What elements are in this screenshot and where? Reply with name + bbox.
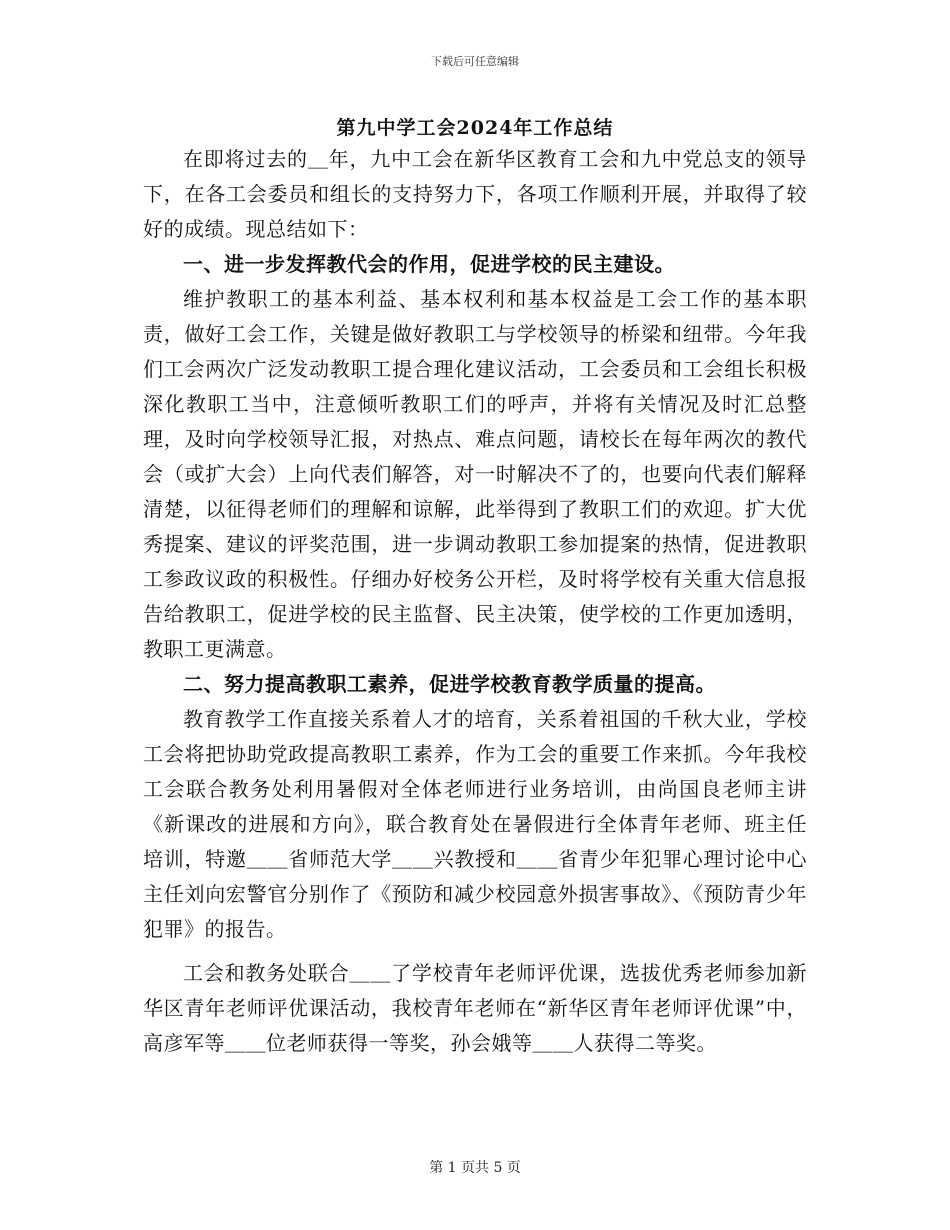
page-number: 第 1 页共 5 页 — [429, 1160, 521, 1176]
document-title: 第九中学工会2024年工作总结 — [336, 117, 614, 139]
section-heading-2: 二、努力提高教职工素养，促进学校教育教学质量的提高。 — [183, 672, 716, 696]
section-heading-1: 一、进一步发挥教代会的作用，促进学校的民主建设。 — [183, 252, 675, 276]
intro-paragraph: 在即将过去的＿年，九中工会在新华区教育工会和九中党总支的领导下，在各工会委员和组长的支持努力下，各项工作顺利开展，并取得了较好的成绩。现总结如下： — [143, 147, 807, 241]
section-1-paragraph: 维护教职工的基本利益、基本权利和基本权益是工会工作的基本职责，做好工会工作，关键是做好教职工与学校领导的桥梁和纽带。今年我们工会两次广泛发动教职工提合理化建议活动，工会委员和工会组长积极深化教职工当中，注意倾听教职工们的呼声，并将有关情况及时汇总整理，及时向学校领导汇报，对热点、难点问题，请校长在每年两次的教代会（或扩大会）上向代表们解答，对一时解决不了的，也要向代表们解释清楚，以征得老师们的理解和谅解，此举得到了教职工们的欢迎。扩大优秀提案、建议的评奖范围，进一步调动教职工参加提案的热情，促进教职工参政议政的积极性。仔细办好校务公开栏，及时将学校有关重大信息报告给教职工，促进学校的民主监督、民主决策，使学校的工作更加透明，教职工更满意。 — [143, 287, 807, 661]
document-body — [143, 142, 807, 1061]
header-note: 下载后可任意编辑 — [431, 55, 519, 68]
section-2-paragraph: 教育教学工作直接关系着人才的培育，关系着祖国的千秋大业，学校工会将把协助党政提高教职工素养，作为工会的重要工作来抓。今年我校工会联合教务处利用暑假对全体老师进行业务培训，由尚国良老师主讲《新课改的进展和方向》，联合教育处在暑假进行全体青年老师、班主任培训，特邀＿＿省师范大学＿＿兴教授和＿＿省青少年犯罪心理讨论中心主任刘向宏警官分别作了《预防和减少校园意外损害事故》、《预防青少年犯罪》的报告。 — [143, 707, 807, 941]
section-2-paragraph-continued: 工会和教务处联合＿＿了学校青年老师评优课，选拔优秀老师参加新华区青年老师评优课活动，我校青年老师在“新华区青年老师评优课”中，高彦军等＿＿位老师获得一等奖，孙会娥等＿＿人获得二等奖。 — [143, 961, 807, 1055]
